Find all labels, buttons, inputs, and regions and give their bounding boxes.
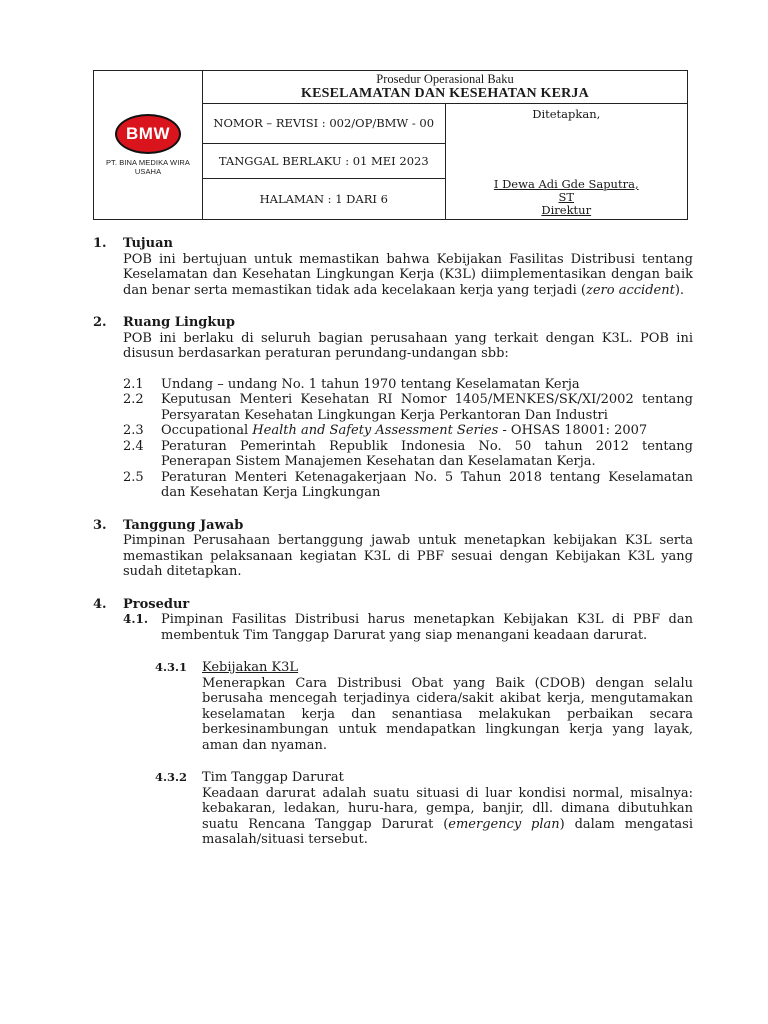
list-item bbox=[123, 392, 693, 423]
item-text: Peraturan Menteri Ketenagakerjaan No. 5 Tahun 2018 tentang Keselamatan dan Kesehatan Kerja Lingkungan bbox=[161, 469, 693, 500]
item-text bbox=[161, 423, 693, 439]
section-ruang-lingkup bbox=[93, 315, 693, 501]
signature-cell bbox=[445, 104, 688, 220]
text-part: - OHSAS 18001: 2007 bbox=[498, 423, 648, 438]
logo-cell bbox=[94, 71, 203, 220]
ditetapkan-label: Ditetapkan, bbox=[532, 107, 601, 121]
item-text: Undang – undang No. 1 tahun 1970 tentang Keselamatan Kerja bbox=[161, 376, 580, 392]
text-part: Occupational bbox=[161, 423, 253, 438]
subsection-title: Kebijakan K3L bbox=[202, 660, 299, 675]
subsection-title: Tim Tanggap Darurat bbox=[202, 770, 344, 785]
item-number: 4.1. bbox=[123, 612, 149, 626]
italic-term: zero accident bbox=[586, 282, 675, 298]
section-tanggung-jawab bbox=[93, 518, 693, 580]
italic-term: emergency plan bbox=[448, 816, 560, 832]
section-title: Prosedur bbox=[123, 596, 190, 612]
subsection-kebijakan bbox=[155, 660, 693, 753]
list-item bbox=[123, 470, 693, 501]
item-number: 2.5 bbox=[123, 469, 144, 485]
section-title: Tujuan bbox=[123, 236, 173, 251]
halaman: HALAMAN : 1 DARI 6 bbox=[203, 179, 446, 220]
document-header bbox=[93, 70, 688, 220]
tanggal-berlaku: TANGGAL BERLAKU : 01 MEI 2023 bbox=[203, 144, 446, 179]
list-item bbox=[123, 439, 693, 470]
signer-name: I Dewa Adi Gde Saputra, bbox=[493, 177, 639, 191]
section-title: Tanggung Jawab bbox=[123, 517, 244, 533]
company-logo bbox=[94, 114, 202, 176]
section-title: Ruang Lingkup bbox=[123, 315, 235, 330]
subsection-number: 4.3.2 bbox=[155, 770, 188, 784]
procedure-item bbox=[123, 612, 693, 643]
section-number: 4. bbox=[93, 596, 107, 612]
doc-title: KESELAMATAN DAN KESEHATAN KERJA bbox=[301, 85, 589, 101]
signer-title: ST bbox=[558, 190, 575, 204]
item-text: Keputusan Menteri Kesehatan RI Nomor 1405/MENKES/SK/XI/2002 tentang Persyaratan Kesehatan Lingkungan Kerja Perkantoran Dan Industri bbox=[161, 392, 693, 423]
signer-role: Direktur bbox=[541, 203, 592, 217]
item-number: 2.4 bbox=[123, 438, 144, 454]
section-text bbox=[123, 252, 693, 299]
text-part: ) dalam mengatasi masalah/situasi tersebut. bbox=[202, 816, 693, 847]
item-number: 2.1 bbox=[123, 376, 144, 392]
list-item bbox=[123, 423, 693, 439]
section-tujuan bbox=[93, 236, 693, 298]
text-part: ). bbox=[674, 282, 685, 298]
document-body bbox=[93, 236, 693, 848]
subsection-tim-tanggap bbox=[155, 770, 693, 848]
nomor-revisi: NOMOR – REVISI : 002/OP/BMW - 00 bbox=[203, 104, 446, 144]
subsection-text: Menerapkan Cara Distribusi Obat yang Baik (CDOB) dengan selalu berusaha mencegah terjadinya cidera/sakit akibat kerja, mengutamakan keselamatan kerja dan senantiasa melakukan perbaikan secara berkesinambungan untuk mendapatkan lingkungan kerja yang layak, aman dan nyaman. bbox=[202, 675, 693, 753]
section-prosedur bbox=[93, 597, 693, 848]
section-number: 1. bbox=[93, 236, 107, 251]
section-text: Pimpinan Perusahaan bertanggung jawab untuk menetapkan kebijakan K3L serta memastikan pelaksanaan kegiatan K3L di PBF sesuai dengan Kebijakan K3L yang sudah ditetapkan. bbox=[123, 533, 693, 579]
item-text: Pimpinan Fasilitas Distribusi harus menetapkan Kebijakan K3L di PBF dan membentuk Tim Tanggap Darurat yang siap menangani keadaan darurat. bbox=[161, 612, 693, 643]
company-name: PT. BINA MEDIKA WIRA USAHA bbox=[105, 158, 191, 176]
subsection-text bbox=[202, 786, 693, 848]
item-number: 2.2 bbox=[123, 392, 144, 407]
item-text: Peraturan Pemerintah Republik Indonesia No. 50 tahun 2012 tentang Penerapan Sistem Manajemen Kesehatan dan Keselamatan Kerja. bbox=[161, 438, 693, 469]
italic-term: Health and Safety Assessment Series bbox=[252, 423, 499, 438]
text-part: POB ini bertujuan untuk memastikan bahwa Kebijakan Fasilitas Distribusi tentang Keselamatan dan Kesehatan Lingkungan Kerja (K3L) diimplementasikan dengan baik dan benar serta memastikan tidak ada kecelakaan kerja yang terjadi ( bbox=[123, 251, 693, 298]
item-number: 2.3 bbox=[123, 423, 144, 438]
signer-block bbox=[446, 178, 688, 217]
title-cell bbox=[203, 71, 688, 104]
bmw-logo-icon: BMW bbox=[115, 114, 181, 154]
section-text: POB ini berlaku di seluruh bagian perusahaan yang terkait dengan K3L. POB ini disusun berdasarkan peraturan perundang-undangan sbb: bbox=[123, 330, 693, 361]
text-part: Keadaan darurat adalah suatu situasi di luar kondisi normal, misalnya: kebakaran, ledakan, huru-hara, gempa, banjir, dll. dimana dibutuhkan suatu Rencana Tanggap Darurat ( bbox=[202, 785, 693, 832]
section-number: 2. bbox=[93, 315, 107, 330]
doc-type: Prosedur Operasional Baku bbox=[376, 71, 514, 86]
list-item bbox=[123, 377, 693, 393]
subsection-number: 4.3.1 bbox=[155, 660, 188, 674]
section-number: 3. bbox=[93, 517, 107, 533]
